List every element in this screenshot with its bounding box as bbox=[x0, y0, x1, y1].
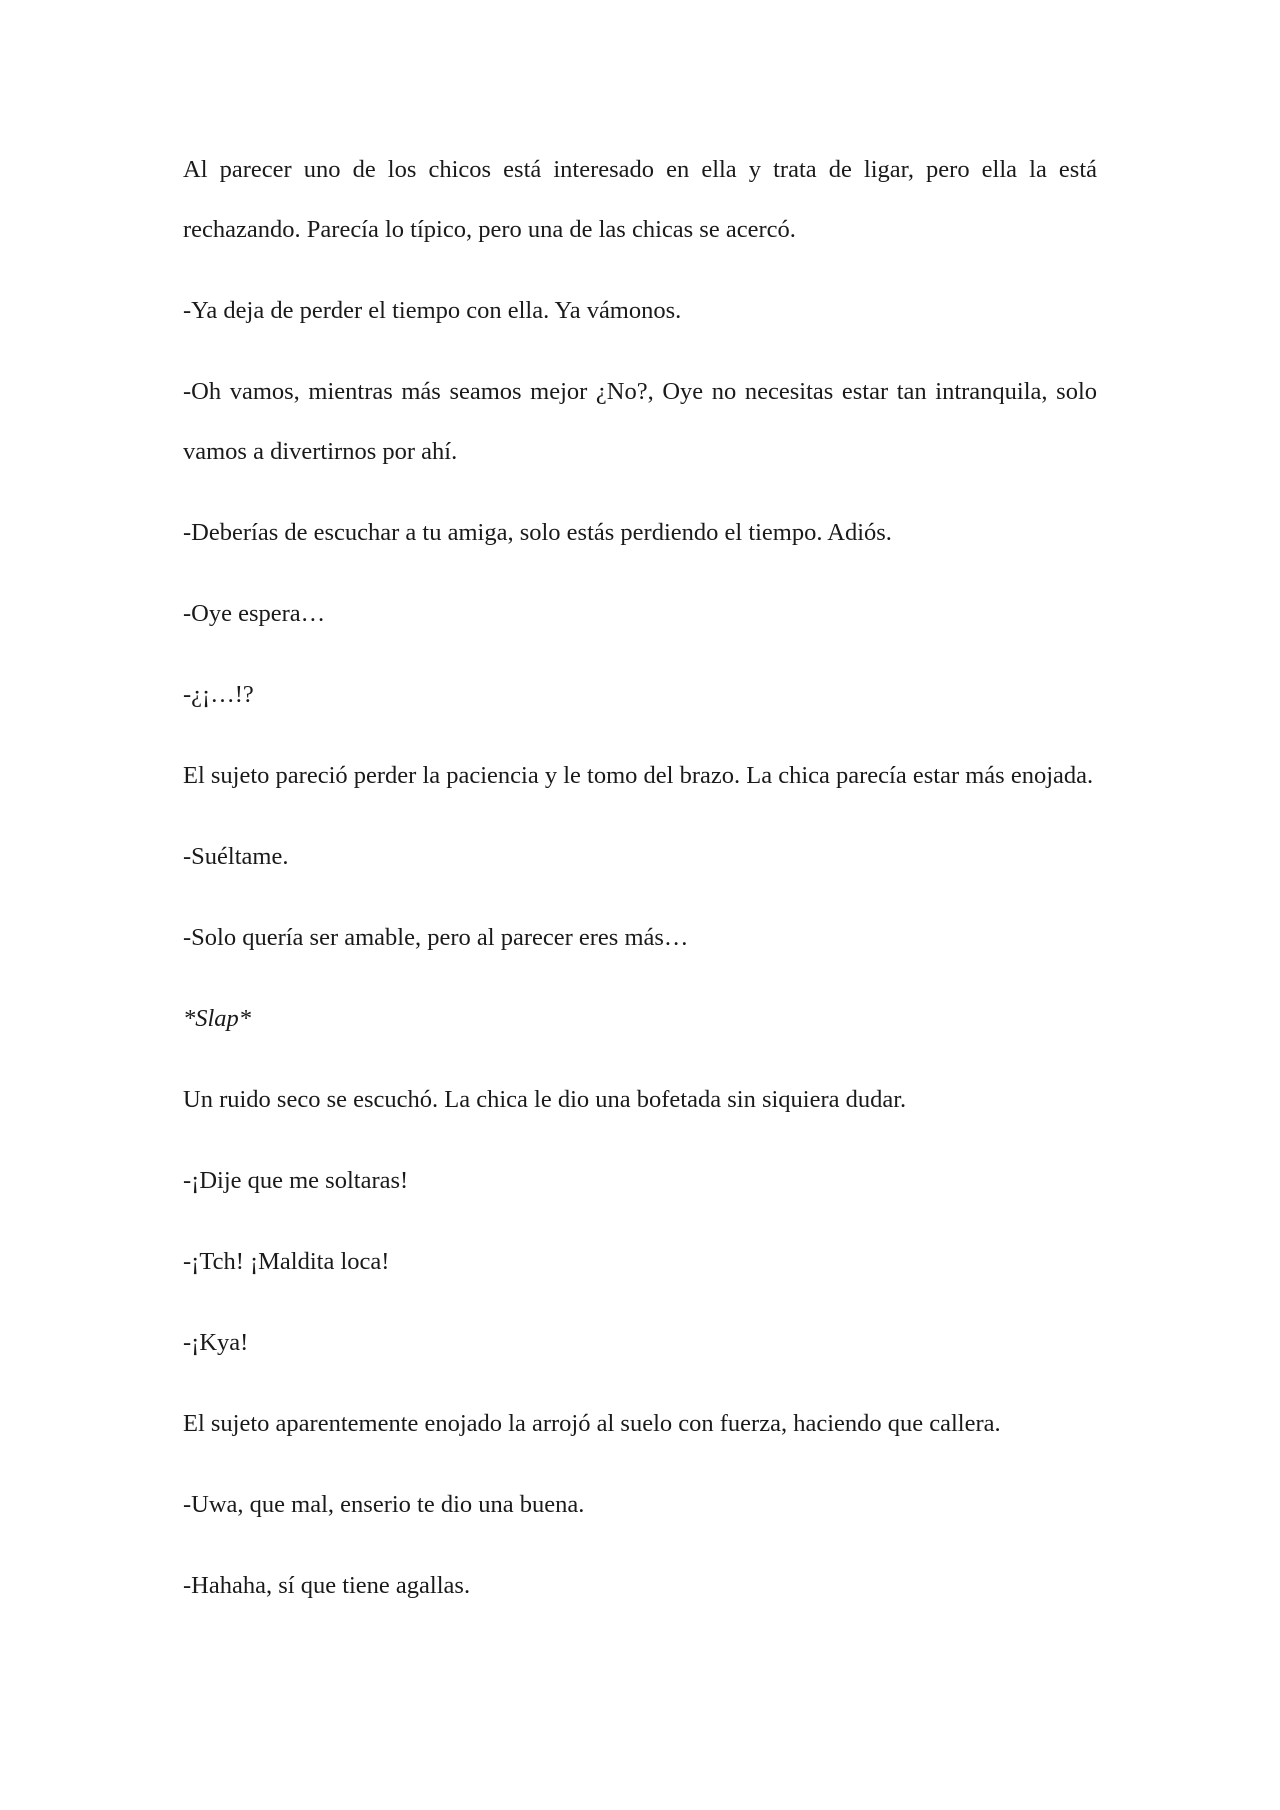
dialogue-line: -¿¡…!? bbox=[183, 681, 254, 708]
dialogue-line: -¡Tch! ¡Maldita loca! bbox=[183, 1248, 390, 1275]
narration-paragraph: El sujeto aparentemente enojado la arrojó al suelo con fuerza, haciendo que callera. bbox=[183, 1410, 1001, 1437]
sound-effect-line: *Slap* bbox=[183, 1005, 252, 1032]
dialogue-line: -Deberías de escuchar a tu amiga, solo estás perdiendo el tiempo. Adiós. bbox=[183, 519, 892, 546]
text-body bbox=[183, 140, 1097, 1616]
narration-paragraph: Un ruido seco se escuchó. La chica le dio una bofetada sin siquiera dudar. bbox=[183, 1086, 907, 1113]
dialogue-line: -Uwa, que mal, enserio te dio una buena. bbox=[183, 1491, 585, 1518]
dialogue-line: -Hahaha, sí que tiene agallas. bbox=[183, 1572, 471, 1599]
dialogue-line: -¡Kya! bbox=[183, 1329, 249, 1356]
narration-paragraph: Al parecer uno de los chicos está interesado en ella y trata de ligar, pero ella la está rechazando. Parecía lo típico, pero una de las chicas se acercó. bbox=[183, 156, 1097, 243]
dialogue-line: -Solo quería ser amable, pero al parecer eres más… bbox=[183, 924, 689, 951]
dialogue-line: -¡Dije que me soltaras! bbox=[183, 1167, 409, 1194]
dialogue-line: -Oh vamos, mientras más seamos mejor ¿No?, Oye no necesitas estar tan intranquila, solo vamos a divertirnos por ahí. bbox=[183, 378, 1097, 465]
dialogue-line: -Suéltame. bbox=[183, 843, 289, 870]
dialogue-line: -Oye espera… bbox=[183, 600, 326, 627]
narration-paragraph: El sujeto pareció perder la paciencia y le tomo del brazo. La chica parecía estar más enojada. bbox=[183, 762, 1094, 789]
dialogue-line: -Ya deja de perder el tiempo con ella. Ya vámonos. bbox=[183, 297, 682, 324]
